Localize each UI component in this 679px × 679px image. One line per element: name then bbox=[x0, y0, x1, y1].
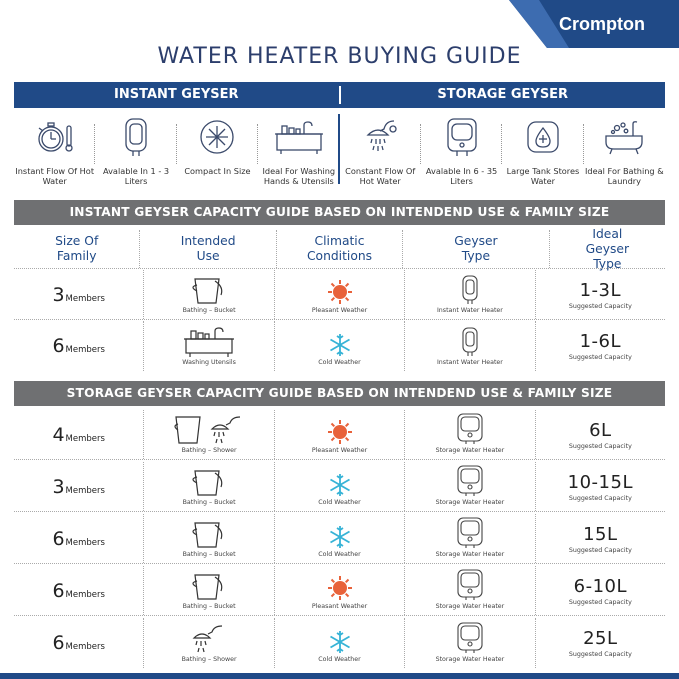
bucket-icon bbox=[191, 275, 227, 305]
kitchen-sink-icon bbox=[183, 327, 235, 357]
members-label: Members bbox=[65, 537, 105, 548]
capacity-label: Suggested Capacity bbox=[568, 598, 632, 606]
table-row bbox=[14, 566, 665, 616]
table-row bbox=[14, 410, 665, 460]
feature-label: Ideal For Washing Hands & Utensils bbox=[262, 166, 336, 186]
capacity-value: 6-10L bbox=[573, 575, 628, 597]
snowflake-icon bbox=[328, 630, 352, 654]
geyser-type-label: Storage Water Heater bbox=[435, 551, 505, 558]
capacity-value: 10-15L bbox=[567, 471, 633, 493]
storage-heater-icon bbox=[456, 622, 484, 654]
water-drop-tank-icon bbox=[525, 119, 561, 155]
feature-label: Instant Flow Of Hot Water bbox=[15, 166, 95, 186]
geyser-type-label: Storage Water Heater bbox=[435, 447, 505, 454]
storage-heater-icon bbox=[445, 117, 479, 157]
members-label: Members bbox=[65, 433, 105, 444]
capacity-value: 1-6L bbox=[579, 331, 622, 352]
stopwatch-icon bbox=[35, 118, 75, 156]
feature-item bbox=[340, 114, 421, 194]
brand-logo bbox=[509, 0, 679, 48]
intended-use-label: Bathing – Bucket bbox=[182, 499, 236, 506]
storage-heater-icon bbox=[456, 413, 484, 445]
climate-label: Pleasant Weather bbox=[311, 307, 368, 314]
intended-use-label: Bathing – Bucket bbox=[182, 603, 236, 610]
feature-strip bbox=[14, 114, 665, 194]
snowflake-icon bbox=[328, 525, 352, 549]
sun-icon bbox=[327, 279, 353, 305]
snowflake-icon bbox=[328, 333, 352, 357]
instant-heater-icon bbox=[461, 327, 479, 357]
capacity-label: Suggested Capacity bbox=[568, 442, 632, 450]
bathtub-icon bbox=[603, 118, 645, 156]
table-header bbox=[14, 226, 665, 271]
members-label: Members bbox=[65, 589, 105, 600]
capacity-label: Suggested Capacity bbox=[568, 302, 632, 310]
members-label: Members bbox=[65, 293, 105, 304]
table-row bbox=[14, 462, 665, 512]
geyser-type-label: Storage Water Heater bbox=[435, 655, 505, 663]
column-header-intended-use: Intended Use bbox=[140, 230, 276, 268]
family-size-value: 6 bbox=[52, 579, 65, 602]
storage-section-heading: STORAGE GEYSER CAPACITY GUIDE BASED ON INTENDEND USE & FAMILY SIZE bbox=[14, 381, 665, 406]
capacity-label: Suggested Capacity bbox=[568, 354, 632, 361]
table-row bbox=[14, 514, 665, 564]
members-label: Members bbox=[65, 345, 105, 355]
geyser-type-label: Instant Water Heater bbox=[436, 358, 503, 366]
shower-icon bbox=[360, 117, 400, 157]
feature-item bbox=[584, 114, 665, 194]
members-label: Members bbox=[65, 642, 105, 652]
family-size-value: 3 bbox=[52, 283, 65, 306]
family-size-value: 6 bbox=[52, 335, 65, 357]
feature-label: Ideal For Bathing & Laundry bbox=[585, 166, 664, 186]
feature-label: Constant Flow Of Hot Water bbox=[345, 166, 416, 186]
snowflake-icon bbox=[328, 473, 352, 497]
family-size-value: 4 bbox=[52, 423, 65, 446]
table-row bbox=[14, 321, 665, 371]
climate-label: Pleasant Weather bbox=[311, 603, 368, 610]
family-size-value: 3 bbox=[52, 475, 65, 498]
feature-item bbox=[177, 114, 258, 194]
intended-use-label: Bathing – Bucket bbox=[182, 551, 236, 558]
capacity-label: Suggested Capacity bbox=[568, 651, 632, 658]
table-row bbox=[14, 270, 665, 320]
column-header-family-size: Size Of Family bbox=[14, 230, 140, 268]
kitchen-sink-icon bbox=[274, 120, 324, 154]
feature-label: Large Tank Stores Water bbox=[506, 166, 580, 186]
feature-item bbox=[502, 114, 583, 194]
storage-heater-icon bbox=[456, 465, 484, 497]
climate-label: Cold Weather bbox=[318, 499, 361, 506]
climate-label: Cold Weather bbox=[318, 358, 361, 366]
feature-label: Compact In Size bbox=[184, 166, 251, 176]
bucket-shower-icon bbox=[174, 415, 244, 445]
column-header-geyser-type: Geyser Type bbox=[403, 230, 549, 268]
climate-label: Pleasant Weather bbox=[311, 447, 368, 454]
capacity-value: 15L bbox=[583, 523, 618, 545]
intended-use-label: Bathing – Bucket bbox=[182, 307, 236, 314]
members-label: Members bbox=[65, 485, 105, 496]
feature-label: Avalable In 6 - 35 Liters bbox=[425, 166, 498, 186]
snowflake-compact-icon bbox=[199, 119, 235, 155]
climate-label: Cold Weather bbox=[318, 551, 361, 558]
feature-label: Avalable In 1 - 3 Liters bbox=[102, 166, 170, 186]
intended-use-label: Bathing – Shower bbox=[181, 447, 237, 454]
sun-icon bbox=[327, 575, 353, 601]
family-size-value: 6 bbox=[52, 632, 65, 654]
tab-instant-geyser: INSTANT GEYSER bbox=[114, 87, 239, 102]
capacity-label: Suggested Capacity bbox=[568, 546, 632, 554]
capacity-value: 6L bbox=[589, 419, 612, 441]
storage-heater-icon bbox=[456, 517, 484, 549]
feature-item bbox=[421, 114, 502, 194]
intended-use-label: Bathing – Shower bbox=[181, 655, 237, 663]
table-row bbox=[14, 618, 665, 668]
header-divider-line bbox=[14, 268, 665, 269]
brand-name: Crompton bbox=[559, 14, 645, 34]
capacity-label: Suggested Capacity bbox=[568, 494, 632, 502]
tab-storage-geyser: STORAGE GEYSER bbox=[437, 87, 569, 102]
capacity-value: 25L bbox=[583, 628, 618, 649]
instant-heater-icon bbox=[123, 117, 149, 157]
bucket-icon bbox=[191, 519, 227, 549]
shower-icon bbox=[192, 624, 226, 654]
family-size-value: 6 bbox=[52, 527, 65, 550]
climate-label: Cold Weather bbox=[318, 655, 361, 663]
bucket-icon bbox=[191, 571, 227, 601]
geyser-type-header bbox=[14, 82, 665, 108]
column-header-climatic-conditions: Climatic Conditions bbox=[277, 230, 403, 268]
geyser-type-label: Instant Water Heater bbox=[436, 307, 503, 314]
storage-heater-icon bbox=[456, 569, 484, 601]
bucket-icon bbox=[191, 467, 227, 497]
geyser-type-label: Storage Water Heater bbox=[435, 499, 505, 506]
column-header-ideal-geyser-type: Ideal Geyser Type bbox=[585, 226, 630, 271]
instant-heater-icon bbox=[461, 275, 479, 305]
intended-use-label: Washing Utensils bbox=[182, 358, 236, 366]
feature-item bbox=[14, 114, 95, 194]
feature-item bbox=[95, 114, 176, 194]
sun-icon bbox=[327, 419, 353, 445]
geyser-type-label: Storage Water Heater bbox=[435, 603, 505, 610]
instant-section-heading: INSTANT GEYSER CAPACITY GUIDE BASED ON INTENDEND USE & FAMILY SIZE bbox=[14, 200, 665, 225]
page-title: WATER HEATER BUYING GUIDE bbox=[157, 44, 522, 69]
feature-item bbox=[258, 114, 339, 194]
capacity-value: 1-3L bbox=[579, 279, 622, 301]
footer-bar bbox=[0, 673, 679, 679]
